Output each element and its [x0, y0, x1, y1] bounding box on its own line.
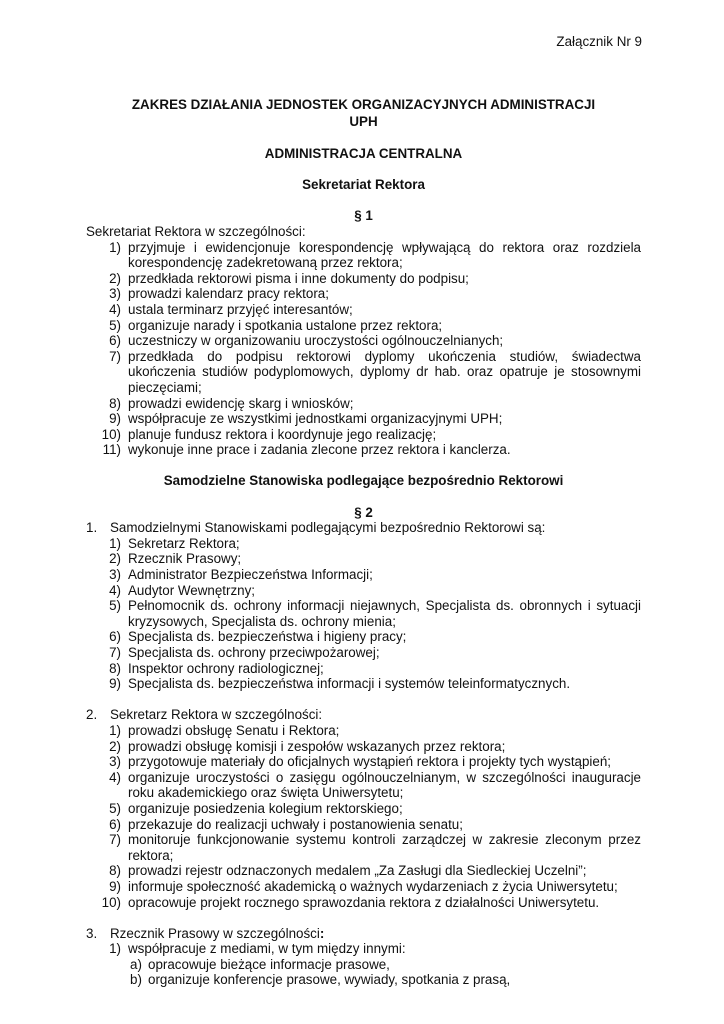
- list-item: 9) Specjalista ds. bezpieczeństwa informacji i systemów teleinformatycznych.: [109, 676, 571, 692]
- list-item: 9) informuje społeczność akademicką o ważnych wydarzeniach z życia Uniwersytetu;: [109, 878, 618, 894]
- list-item: 1) przyjmuje i ewidencjonuje korespondencję wpływającą do rektora oraz rozdziela korespondencję zadekretowaną przez rektora;: [109, 239, 641, 271]
- section-1-list: [86, 240, 641, 458]
- list-item: 1) prowadzi obsługę Senatu i Rektora;: [109, 722, 340, 738]
- point-1-list: [86, 536, 641, 692]
- list-item: 4) Audytor Wewnętrzny;: [109, 582, 256, 598]
- point-2-intro: 2. Sekretarz Rektora w szczególności:: [86, 707, 323, 723]
- list-item: 1) Sekretarz Rektora;: [109, 535, 240, 551]
- list-item: 5) organizuje narady i spotkania ustalone przez rektora;: [109, 317, 443, 333]
- list-item: 3) przygotowuje materiały do oficjalnych wystąpień rektora i projekty tych wystąpień;: [109, 754, 612, 770]
- point-2-list: [86, 723, 641, 910]
- title-line-2: UPH: [349, 114, 378, 129]
- list-item: 10) planuje fundusz rektora i koordynuje jego realizację;: [101, 426, 437, 442]
- document-title: [86, 96, 641, 130]
- list-item: 7) monitoruje funkcjonowanie systemu kontroli zarządczej w zakresie zleconym przez rektora;: [109, 832, 641, 863]
- list-item: 6) uczestniczy w organizowaniu uroczystości ogólnouczelnianych;: [109, 333, 504, 349]
- list-item: 7) przedkłada do podpisu rektorowi dyplomy ukończenia studiów, świadectwa ukończenia studiów podyplomowych, dyplomy dr hab. oraz opatruje je stosownymi pieczęciami;: [109, 348, 641, 395]
- list-item: 6) Specjalista ds. bezpieczeństwa i higieny pracy;: [109, 629, 407, 645]
- annex-label: Załącznik Nr 9: [556, 34, 642, 49]
- list-item: 5) Pełnomocnik ds. ochrony informacji niejawnych, Specjalista ds. obronnych i sytuacji kryzysowych, Specjalista ds. ochrony mienia;: [109, 598, 641, 629]
- list-item: 4) organizuje uroczystości o zasięgu ogólnouczelnianym, w szczególności inauguracje roku akademickiego oraz święta Uniwersytetu;: [109, 769, 641, 801]
- list-item: 8) Inspektor ochrony radiologicznej;: [109, 660, 324, 676]
- section-2-heading: Samodzielne Stanowiska podlegające bezpośrednio Rektorowi: [163, 473, 564, 489]
- list-item: 2) Rzecznik Prasowy;: [109, 551, 242, 567]
- document-content: [86, 96, 641, 988]
- title-line-1: ZAKRES DZIAŁANIA JEDNOSTEK ORGANIZACYJNYCH ADMINISTRACJI: [131, 97, 596, 112]
- section-1-heading: Sekretariat Rektora: [302, 177, 425, 193]
- list-item: 2) prowadzi obsługę komisji i zespołów wskazanych przez rektora;: [109, 738, 506, 754]
- list-item: 9) współpracuje ze wszystkimi jednostkami organizacyjnymi UPH;: [109, 411, 503, 427]
- list-item: 6) przekazuje do realizacji uchwały i postanowienia senatu;: [109, 816, 463, 832]
- point-1-intro: 1. Samodzielnymi Stanowiskami podlegającymi bezpośrednio Rektorowi są:: [86, 520, 546, 536]
- list-item: 1) współpracuje z mediami, w tym między innymi:: [109, 941, 406, 957]
- list-item: 4) ustala terminarz przyjęć interesantów;: [109, 301, 353, 317]
- list-item: 7) Specjalista ds. ochrony przeciwpożarowej;: [109, 645, 380, 660]
- list-item: 2) przedkłada rektorowi pisma i inne dokumenty do podpisu;: [109, 270, 469, 286]
- subtitle: ADMINISTRACJA CENTRALNA: [264, 146, 463, 161]
- list-item: 8) prowadzi ewidencję skarg i wniosków;: [109, 395, 354, 411]
- point-3-intro: 3. Rzecznik Prasowy w szczególności:: [86, 925, 325, 941]
- list-item: 8) prowadzi rejestr odznaczonych medalem „Za Zasługi dla Siedleckiej Uczelni”;: [109, 863, 587, 879]
- list-item: 10) opracowuje projekt rocznego sprawozdania rektora z działalności Uniwersytetu.: [101, 894, 600, 910]
- list-item: 3) prowadzi kalendarz pracy rektora;: [109, 286, 329, 302]
- section-1-intro: Sekretariat Rektora w szczególności:: [86, 223, 306, 239]
- sub-list-item: b) organizuje konferencje prasowe, wywiady, spotkania z prasą,: [130, 972, 511, 988]
- list-item: 11) wykonuje inne prace i zadania zlecone przez rektora i kanclerza.: [102, 442, 511, 458]
- section-2-paragraph: § 2: [354, 504, 373, 520]
- point-3-list: [86, 941, 641, 988]
- list-item: 5) organizuje posiedzenia kolegium rektorskiego;: [109, 800, 403, 816]
- list-item: 3) Administrator Bezpieczeństwa Informacji;: [109, 567, 373, 583]
- section-1-paragraph: § 1: [354, 208, 373, 224]
- sub-list-item: a) opracowuje bieżące informacje prasowe,: [130, 956, 390, 972]
